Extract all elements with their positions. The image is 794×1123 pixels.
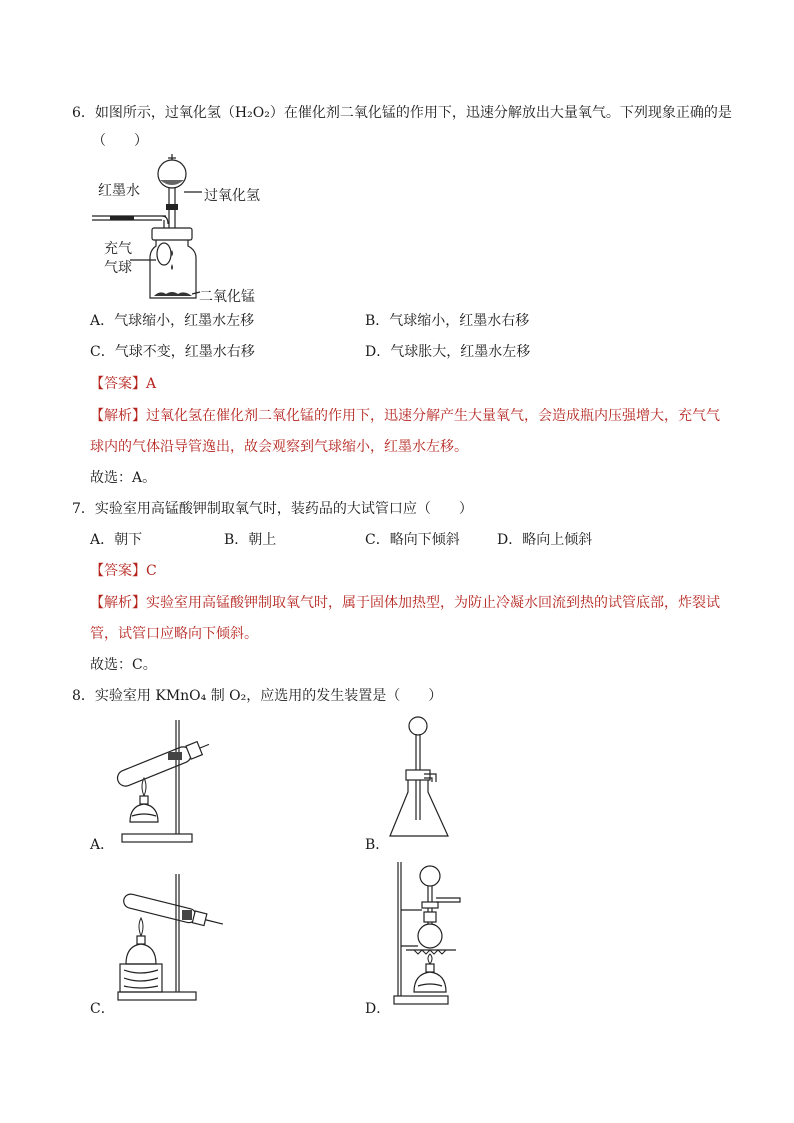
q7-option-a: A．朝下 xyxy=(90,532,143,548)
q8-stem: 8．实验室用 KMnO₄ 制 O₂，应选用的发生装置是（ ） xyxy=(72,688,443,704)
q7-analysis-line1 xyxy=(90,592,720,612)
answer-value: C xyxy=(146,563,157,579)
q8-apparatus-d xyxy=(384,862,474,1007)
q8-label-c: C． xyxy=(90,1001,115,1017)
mno2-label: 二氧化锰 xyxy=(199,289,255,305)
analysis-tag: 【解析】 xyxy=(90,408,146,424)
q7-analysis-line2: 管，试管口应略向下倾斜。 xyxy=(90,626,258,642)
q6-stem: 6．如图所示，过氧化氢（H₂O₂）在催化剂二氧化锰的作用下，迅速分解放出大量氧气。下列现象正确的是 xyxy=(72,105,732,121)
answer-value: A xyxy=(146,376,157,392)
answer-tag: 【答案】 xyxy=(90,563,146,579)
q8-label-b: B． xyxy=(365,837,390,853)
q8-apparatus-c xyxy=(112,872,242,1004)
q6-option-a: A．气球缩小，红墨水左移 xyxy=(90,313,255,329)
balloon-label-line1: 充气 xyxy=(104,241,132,257)
q8-label-a: A． xyxy=(90,837,115,853)
q7-option-b: B．朝上 xyxy=(224,532,277,548)
q6-choice: 故选：A。 xyxy=(90,470,157,486)
analysis-text: 实验室用高锰酸钾制取氧气时，属于固体加热型，为防止冷凝水回流到热的试管底部，炸裂试 xyxy=(146,595,720,611)
analysis-tag: 【解析】 xyxy=(90,595,146,611)
analysis-text: 过氧化氢在催化剂二氧化锰的作用下，迅速分解产生大量氧气，会造成瓶内压强增大，充气气 xyxy=(146,408,720,424)
q7-stem: 7．实验室用高锰酸钾制取氧气时，装药品的大试管口应（ ） xyxy=(72,501,473,517)
balloon-label-line2: 气球 xyxy=(104,260,132,276)
q6-answer xyxy=(90,373,156,393)
h2o2-label: 过氧化氢 xyxy=(204,188,260,204)
red-ink-label: 红墨水 xyxy=(98,183,140,199)
q7-option-d: D．略向上倾斜 xyxy=(497,532,593,548)
q7-choice: 故选：C。 xyxy=(90,657,157,673)
q7-answer xyxy=(90,560,157,580)
q7-option-c: C．略向下倾斜 xyxy=(365,532,460,548)
q6-option-d: D．气球胀大，红墨水左移 xyxy=(365,344,531,360)
q6-analysis-line1 xyxy=(90,405,720,425)
q6-analysis-line2: 球内的气体沿导管逸出，故会观察到气球缩小，红墨水左移。 xyxy=(90,439,468,455)
answer-tag: 【答案】 xyxy=(90,376,146,392)
q8-apparatus-a xyxy=(110,712,230,847)
q8-apparatus-b xyxy=(380,712,470,847)
q6-answer-blank: （ ） xyxy=(92,133,148,149)
q6-option-b: B．气球缩小，红墨水右移 xyxy=(365,313,530,329)
q6-option-c: C．气球不变，红墨水右移 xyxy=(90,344,255,360)
q8-label-d: D． xyxy=(365,1001,391,1017)
